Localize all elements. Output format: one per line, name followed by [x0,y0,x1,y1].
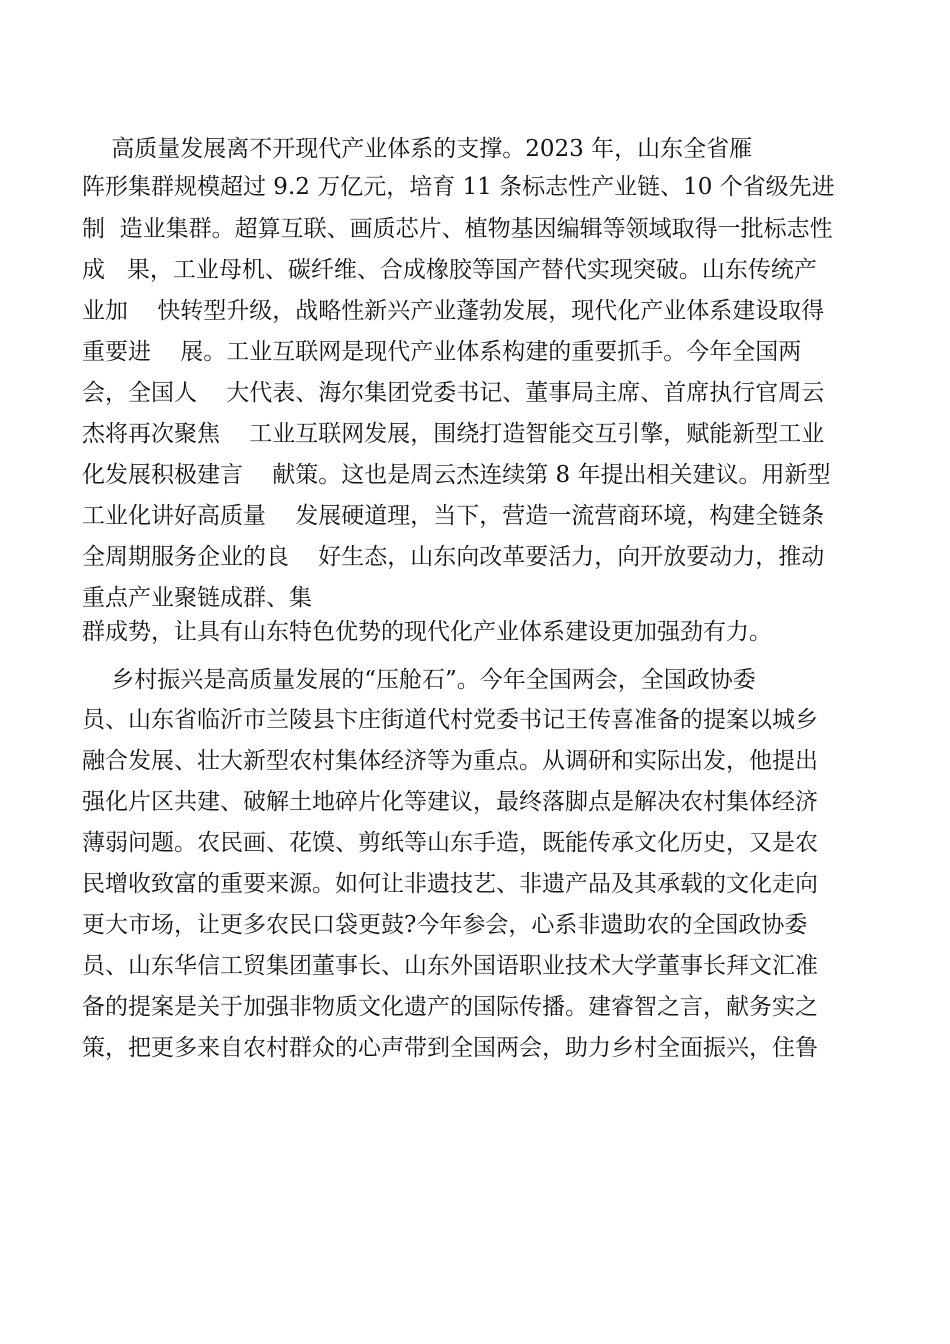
text-line: 化发展积极建言 献策。这也是周云杰连续第 8 年提出相关建议。用新型 [82,462,831,488]
text-line: 重点产业聚链成群、集 [82,585,312,611]
text-line: 更大市场，让更多农民口袋更鼓?今年参会，心系非遗助农的全国政协委 [82,912,808,938]
text-line: 全周期服务企业的良 好生态，山东向改革要活力，向开放要动力，推动 [82,544,825,570]
text-line: 民增收致富的重要来源。如何让非遗技艺、非遗产品及其承载的文化走向 [82,871,818,897]
text-line: 员、山东华信工贸集团董事长、山东外国语职业技术大学董事长拜文汇准 [82,953,818,979]
text-line: 阵形集群规模超过 9.2 万亿元，培育 11 条标志性产业链、10 个省级先进 [82,174,835,200]
text-line: 策，把更多来自农村群众的心声带到全国两会，助力乡村全面振兴，住鲁 [82,1035,818,1061]
text-line: 会，全国人 大代表、海尔集团党委书记、董事局主席、首席执行官周云 [82,380,825,406]
text-line: 备的提案是关于加强非物质文化遗产的国际传播。建睿智之言，献务实之 [82,994,818,1020]
text-line: 高质量发展离不开现代产业体系的支撑。2023 年，山东全省雁 [82,136,753,162]
text-line: 融合发展、壮大新型农村集体经济等为重点。从调研和实际出发，他提出 [82,748,818,774]
text-line: 成 果，工业母机、碳纤维、合成橡胶等国产替代实现突破。山东传统产 [82,257,817,283]
text-line: 乡村振兴是高质量发展的“压舱石”。今年全国两会，全国政协委 [82,667,756,693]
text-line: 工业化讲好高质量 发展硬道理，当下，营造一流营商环境，构建全链条 [82,503,825,529]
text-line: 制 造业集群。超算互联、画质芯片、植物基因编辑等领域取得一批标志性 [82,216,833,242]
text-line: 强化片区共建、破解土地碎片化等建议，最终落脚点是解决农村集体经济 [82,789,818,815]
text-line: 重要进 展。工业互联网是现代产业体系构建的重要抓手。今年全国两 [82,339,802,365]
text-line: 业加 快转型升级，战略性新兴产业蓬勃发展，现代化产业体系建设取得 [82,298,825,324]
text-line: 群成势，让具有山东特色优势的现代化产业体系建设更加强劲有力。 [82,619,772,645]
text-line: 员、山东省临沂市兰陵县卞庄街道代村党委书记王传喜准备的提案以城乡 [82,707,818,733]
text-line: 薄弱问题。农民画、花馍、剪纸等山东手造，既能传承文化历史，又是农 [82,830,818,856]
text-line: 杰将再次聚焦 工业互联网发展，围绕打造智能交互引擎，赋能新型工业 [82,421,825,447]
